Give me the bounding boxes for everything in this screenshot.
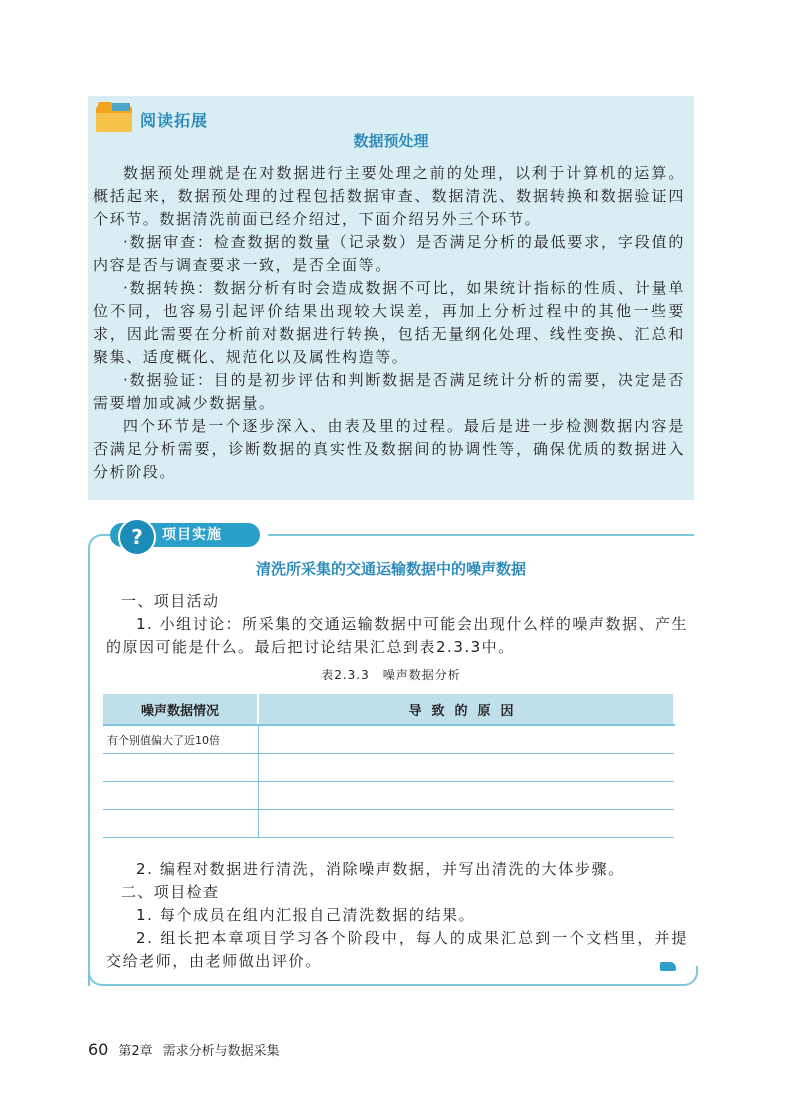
reading-title: 数据预处理 [353, 132, 429, 150]
chapter-title: 需求分析与数据采集 [162, 1044, 280, 1059]
table-cell [258, 810, 674, 838]
table-cell [103, 810, 258, 838]
project-check [106, 858, 688, 973]
reading-paragraph: ·数据审查：检查数据的数量（记录数）是否满足分析的最低要求，字段值的内容是否与调查要求一致，是否全面等。 [93, 233, 685, 274]
table-row [103, 754, 674, 782]
chapter-label: 第2章 [118, 1044, 153, 1059]
reading-body [93, 162, 685, 484]
heading-check: 二、项目检查 [121, 883, 220, 901]
table-row [103, 810, 674, 838]
table-header: 导致的原因 [258, 694, 674, 725]
table-cell [258, 782, 674, 810]
table-caption: 表2.3.3 噪声数据分析 [321, 668, 461, 682]
reading-paragraph: ·数据转换：数据分析有时会造成数据不可比，如果统计指标的性质、计量单位不同，也容易引起评价结果出现较大误差，再加上分析过程中的其他一些要求，因此需要在分析前对数据进行转换，包括无量纲化处理、线性变换、汇总和聚集、适度概化、规范化以及属性构造等。 [93, 279, 685, 366]
reading-paragraph: ·数据验证：目的是初步评估和判断数据是否满足统计分析的需要，决定是否需要增加或减少数据量。 [93, 371, 685, 412]
noise-data-table [103, 694, 675, 838]
reading-paragraph: 四个环节是一个逐步深入、由表及里的过程。最后是进一步检测数据内容是否满足分析需要，诊断数据的真实性及数据间的协调性等，确保优质的数据进入分析阶段。 [93, 417, 685, 481]
table-cell [258, 725, 674, 754]
activity-item-2: 2. 编程对数据进行清洗，消除噪声数据，并写出清洗的大体步骤。 [136, 860, 625, 878]
reading-paragraph: 数据预处理就是在对数据进行主要处理之前的处理，以利于计算机的运算。概括起来，数据预处理的过程包括数据审查、数据清洗、数据转换和数据验证四个环节。数据清洗前面已经介绍过，下面介绍另外三个环节。 [93, 164, 685, 228]
table-cell [258, 754, 674, 782]
table-row [103, 782, 674, 810]
page-footer [88, 1040, 280, 1059]
project-section-label: 项目实施 [162, 527, 222, 543]
table-cell [103, 782, 258, 810]
project-header-line [268, 534, 694, 536]
table-row [103, 725, 674, 754]
folder-icon [96, 106, 132, 132]
project-activity [106, 590, 688, 659]
heading-activity: 一、项目活动 [121, 592, 220, 610]
check-item-1: 1. 每个成员在组内汇报自己清洗数据的结果。 [136, 906, 476, 924]
page-number: 60 [88, 1040, 109, 1059]
project-title: 清洗所采集的交通运输数据中的噪声数据 [255, 560, 526, 578]
question-icon: ? [118, 518, 156, 556]
table-header: 噪声数据情况 [103, 694, 258, 725]
activity-item-1: 1. 小组讨论：所采集的交通运输数据中可能会出现什么样的噪声数据、产生的原因可能是什么。最后把讨论结果汇总到表2.3.3中。 [106, 615, 688, 656]
table-cell [103, 754, 258, 782]
reading-section-label: 阅读拓展 [140, 110, 209, 130]
table-cell: 有个别值偏大了近10倍 [103, 725, 258, 754]
check-item-2: 2. 组长把本章项目学习各个阶段中，每人的成果汇总到一个文档里，并提交给老师，由老师做出评价。 [106, 929, 688, 970]
